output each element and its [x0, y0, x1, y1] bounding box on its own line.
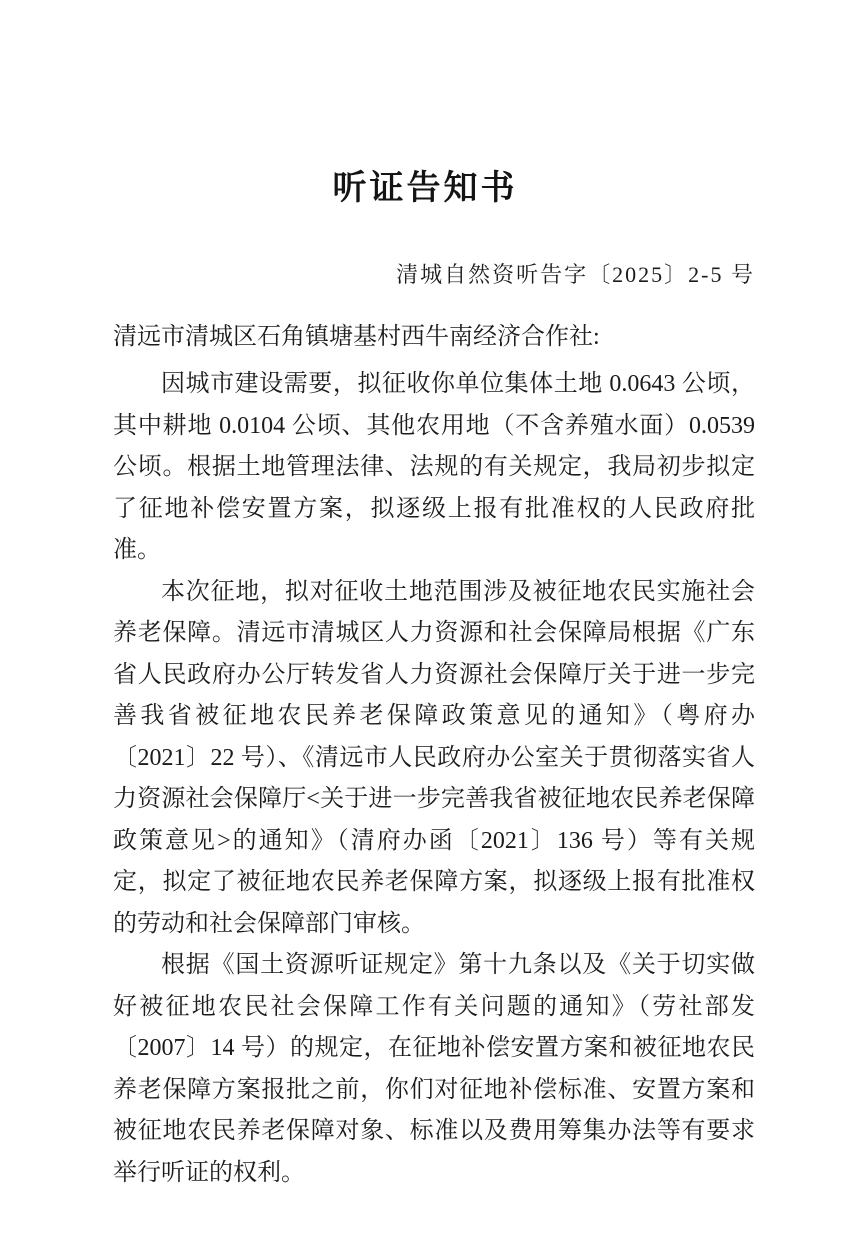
document-title: 听证告知书 — [332, 170, 518, 207]
addressee-line: 清远市清城区石角镇塘基村西牛南经济合作社: — [113, 324, 600, 350]
body-paragraph-1: 因城市建设需要，拟征收你单位集体土地 0.0643 公顷，其中耕地 0.0104 公顷、其他农用地（不含养殖水面）0.0539 公顷。根据土地管理法律、法规的有关规定，我局初步拟定了征地补偿安置方案，拟逐级上报有批准权的人民政府批准。 — [113, 371, 755, 563]
document-reference-number: 清城自然资听告字〔2025〕2-5 号 — [396, 262, 755, 287]
body-paragraph-2: 本次征地，拟对征收土地范围涉及被征地农民实施社会养老保障。清远市清城区人力资源和社会保障局根据《广东省人民政府办公厅转发省人力资源社会保障厅关于进一步完善我省被征地农民养老保障政策意见的通知》（粤府办〔2021〕22 号）、《清远市人民政府办公室关于贯彻落实省人力资源社会保障厅<关于进一步完善我省被征地农民养老保障政策意见>的通知》（清府办函〔2021〕136 号）等有关规定，拟定了被征地农民养老保障方案，拟逐级上报有批准权的劳动和社会保障部门审核。 — [113, 578, 755, 937]
body-paragraph-3: 根据《国土资源听证规定》第十九条以及《关于切实做好被征地农民社会保障工作有关问题的通知》（劳社部发〔2007〕14 号）的规定，在征地补偿安置方案和被征地农民养老保障方案报批之前，你们对征地补偿标准、安置方案和被征地农民养老保障对象、标准以及费用筹集办法等有要求举行听证的权利。 — [113, 952, 755, 1186]
document-body — [113, 364, 755, 1194]
